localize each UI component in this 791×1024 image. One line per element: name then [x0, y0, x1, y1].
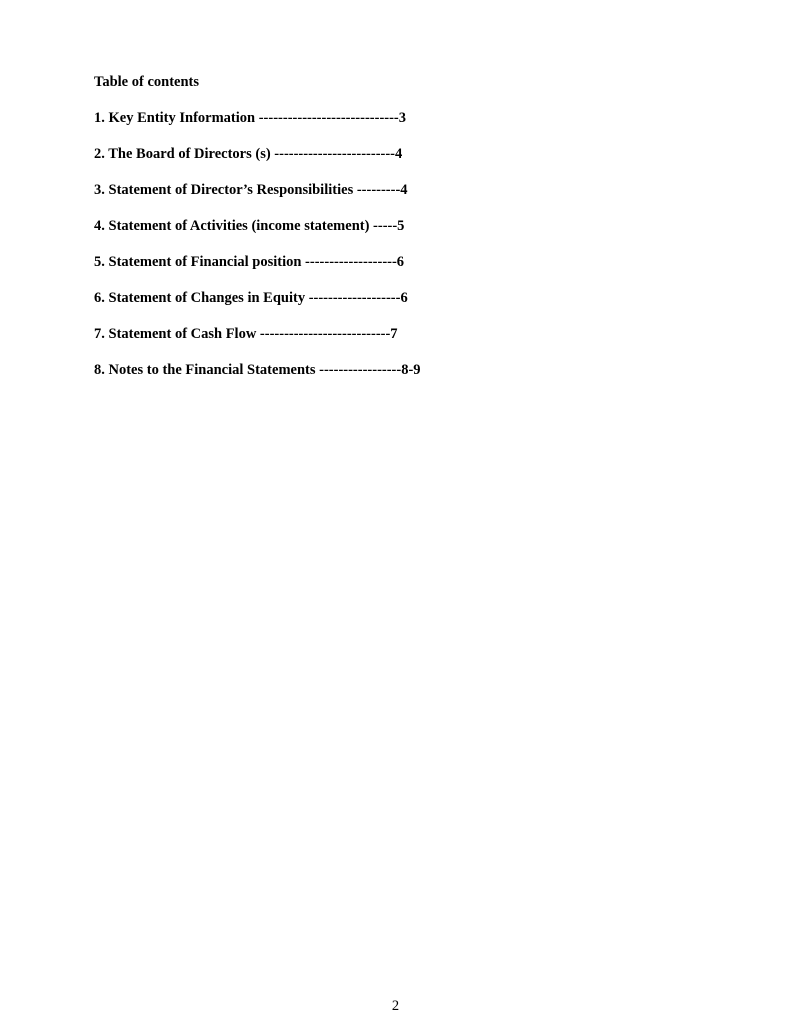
toc-entry-directors-responsibilities: 3. Statement of Director’s Responsibilities ---------4	[94, 182, 408, 198]
toc-entry-board-of-directors: 2. The Board of Directors (s) -------------------------4	[94, 146, 403, 162]
table-of-contents	[94, 73, 714, 397]
page-number: 2	[391, 998, 400, 1014]
toc-entry-statement-of-activities: 4. Statement of Activities (income statement) -----5	[94, 218, 405, 234]
toc-title: Table of contents	[94, 74, 199, 90]
toc-entry-notes: 8. Notes to the Financial Statements -----------------8-9	[94, 362, 421, 378]
toc-entry-cash-flow: 7. Statement of Cash Flow ---------------------------7	[94, 326, 398, 342]
toc-entry-changes-in-equity: 6. Statement of Changes in Equity -------------------6	[94, 290, 408, 306]
toc-entry-key-entity-information: 1. Key Entity Information -----------------------------3	[94, 110, 407, 126]
toc-entry-financial-position: 5. Statement of Financial position -------------------6	[94, 254, 405, 270]
